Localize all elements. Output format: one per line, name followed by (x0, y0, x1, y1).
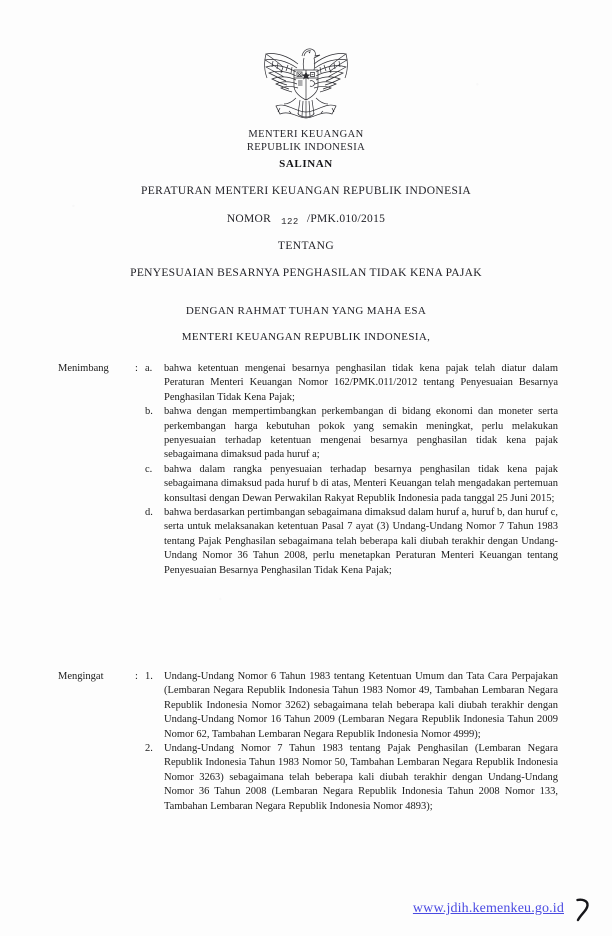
item-marker: b. (145, 406, 153, 418)
item-text: bahwa ketentuan mengenai besarnya penghasilan tidak kena pajak telah diatur dalam Peraturan Menteri Keuangan Nomor 162/PMK.011/2012 tentang Penyesuaian Besarnya Penghasilan Tidak Kena Pajak; (164, 363, 558, 403)
list-item (145, 405, 558, 463)
page-footer (413, 896, 592, 922)
regulation-subject: PENYESUAIAN BESARNYA PENGHASILAN TIDAK KENA PAJAK (130, 267, 482, 279)
number-stamp: 122 (281, 216, 299, 227)
list-item (145, 463, 558, 506)
item-marker: 2. (145, 743, 153, 755)
recalling-row (58, 670, 558, 814)
item-text: Undang-Undang Nomor 6 Tahun 1983 tentang Ketentuan Umum dan Tata Cara Perpajakan (Lembaran Negara Republik Indonesia Tahun 1983 Nomor 49, Tambahan Lembaran Negara Republik Indonesia Nomor 3262) sebagaimana telah beberapa kali diubah terakhir dengan Undang-Undang Nomor 16 Tahun 2009 (Lembaran Negara Republik Indonesia Tahun 2009 Nomor 62, Tambahan Lembaran Negara Republik Indonesia Nomor 4999); (164, 671, 558, 740)
considering-label: Menimbang (58, 363, 109, 374)
considering-items (145, 362, 558, 578)
item-marker: a. (145, 363, 153, 374)
considering-colon: : (135, 363, 138, 374)
item-marker: c. (145, 463, 153, 475)
number-label: NOMOR (226, 213, 272, 225)
ministry-line-1: MENTERI KEUANGAN (248, 129, 364, 140)
garuda-pancasila-emblem (258, 40, 354, 128)
ministry-heading (0, 128, 612, 154)
item-text: Undang-Undang Nomor 7 Tahun 1983 tentang Pajak Penghasilan (Lembaran Negara Republik Indonesia Tahun 1983 Nomor 50, Tambahan Lembaran Negara Republik Indonesia Nomor 3263) sebagaimana telah beberapa kali diubah terakhir dengan Undang-Undang Nomor 36 Tahun 2008 (Lembaran Negara Republik Indonesia Tahun 2008 Nomor 133, Tambahan Lembaran Negara Republik Indonesia Nomor 4893); (164, 743, 558, 812)
item-text: bahwa dalam rangka penyesuaian terhadap besarnya penghasilan tidak kena pajak sebagaimana dimaksud pada huruf b di atas, Menteri Keuangan telah mengadakan pertemuan konsultasi dengan Dewan Perwakilan Rakyat Republik Indonesia pada tanggal 25 Juni 2015; (164, 463, 558, 504)
recalling-items (145, 670, 558, 814)
list-item (145, 506, 558, 578)
considering-section (58, 362, 558, 578)
blessing-line: DENGAN RAHMAT TUHAN YANG MAHA ESA (185, 305, 427, 317)
copy-mark: SALINAN (279, 158, 333, 170)
ministry-line-2: REPUBLIK INDONESIA (246, 142, 366, 153)
list-item (145, 670, 558, 742)
list-item (145, 742, 558, 814)
item-marker: d. (145, 507, 153, 519)
about-label: TENTANG (277, 240, 335, 252)
item-marker: 1. (145, 671, 153, 682)
recalling-section (58, 670, 558, 814)
item-text: bahwa berdasarkan pertimbangan sebagaimana dimaksud dalam huruf a, huruf b, dan huruf c, serta untuk melaksanakan ketentuan Pasal 7 ayat (3) Undang-Undang Nomor 7 Tahun 1983 tentang Pajak Penghasilan sebagaimana telah beberapa kali diubah terakhir dengan Undang-Undang Nomor 36 Tahun 2008, perlu menetapkan Peraturan Menteri Keuangan tentang Penyesuaian Besarnya Penghasilan Tidak Kena Pajak; (164, 507, 558, 576)
jdih-url-link[interactable]: www.jdih.kemenkeu.go.id (412, 901, 564, 916)
considering-row (58, 362, 558, 578)
issuer-line: MENTERI KEUANGAN REPUBLIK INDONESIA, (181, 331, 431, 343)
signature-swoosh-mark (574, 896, 592, 922)
item-text: bahwa dengan mempertimbangkan perkembangan di bidang ekonomi dan moneter serta perkembangan harga kebutuhan pokok yang semakin meningkat, perlu melakukan penyesuaian terhadap ketentuan mengenai besarnya penghasilan tidak kena pajak sebagaimana dimaksud pada huruf a; (164, 406, 558, 461)
recalling-colon: : (135, 671, 138, 682)
list-item (145, 362, 558, 405)
number-suffix: /PMK.010/2015 (306, 213, 386, 225)
emblem-container (0, 40, 612, 128)
regulation-number-line (0, 213, 612, 225)
regulation-title: PERATURAN MENTERI KEUANGAN REPUBLIK INDONESIA (140, 185, 472, 197)
recalling-label: Mengingat (58, 671, 104, 682)
